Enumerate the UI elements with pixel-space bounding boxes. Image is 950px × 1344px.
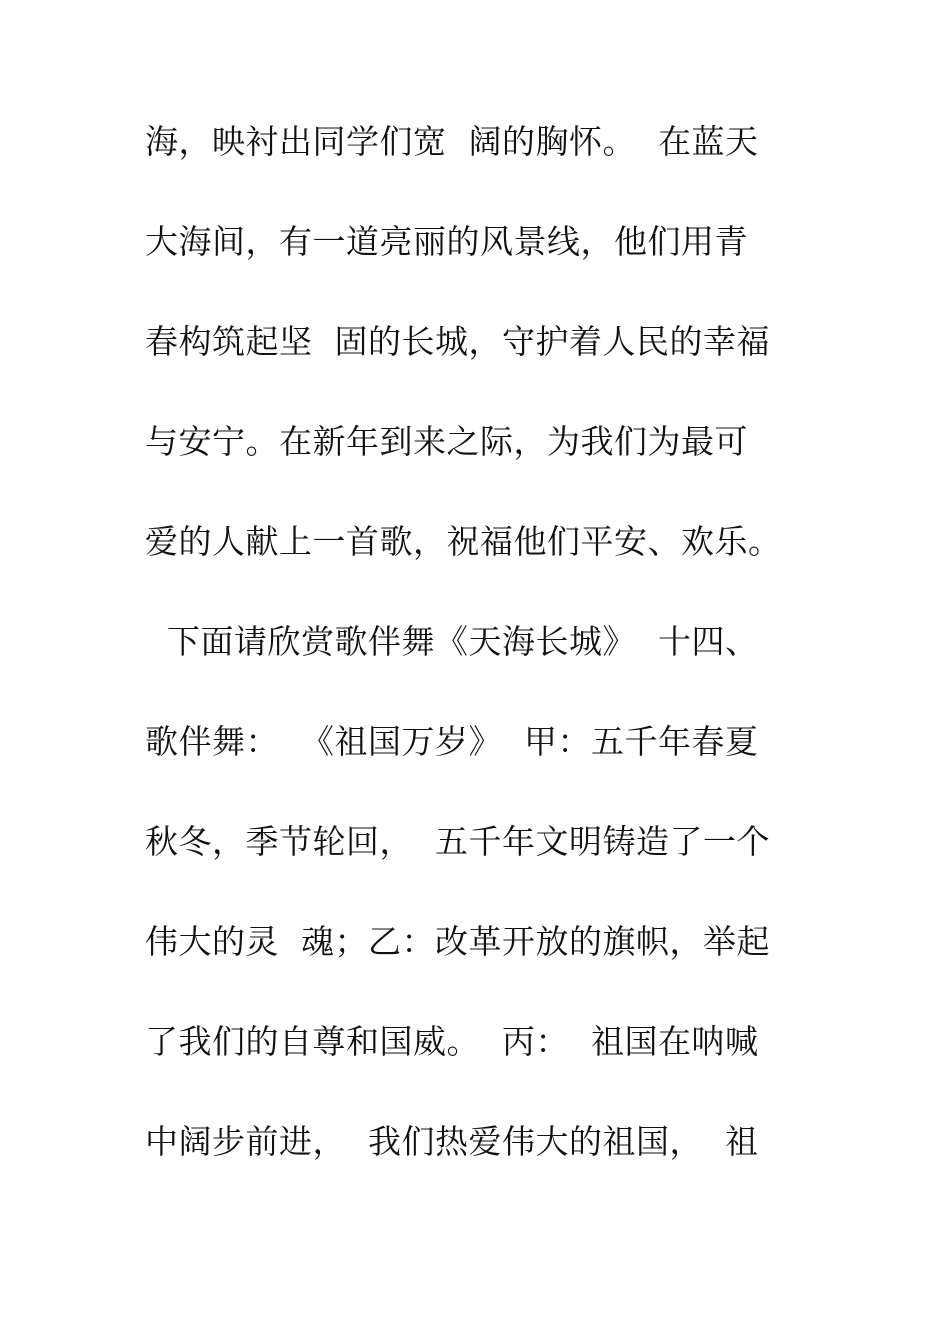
text-line: 中阔步前进， 我们热爱伟大的祖国， 祖: [145, 1122, 759, 1161]
text-line: 大海间，有一道亮丽的风景线，他们用青: [145, 222, 748, 261]
text-line: 下面请欣赏歌伴舞《天海长城》 十四、: [145, 622, 759, 661]
text-line: 海，映衬出同学们宽 阔的胸怀。 在蓝天: [145, 122, 759, 161]
text-line: 了我们的自尊和国威。 丙： 祖国在呐喊: [145, 1022, 759, 1061]
text-line: 秋冬，季节轮回， 五千年文明铸造了一个: [145, 822, 770, 861]
text-line: 歌伴舞： 《祖国万岁》 甲：五千年春夏: [145, 722, 759, 761]
text-line: 与安宁。在新年到来之际，为我们为最可: [145, 422, 748, 461]
text-line: 伟大的灵 魂；乙：改革开放的旗帜，举起: [145, 922, 770, 961]
body-text: [145, 122, 825, 1225]
text-line: 春构筑起坚 固的长城，守护着人民的幸福: [145, 322, 770, 361]
text-line: 爱的人献上一首歌，祝福他们平安、欢乐。: [145, 522, 782, 561]
